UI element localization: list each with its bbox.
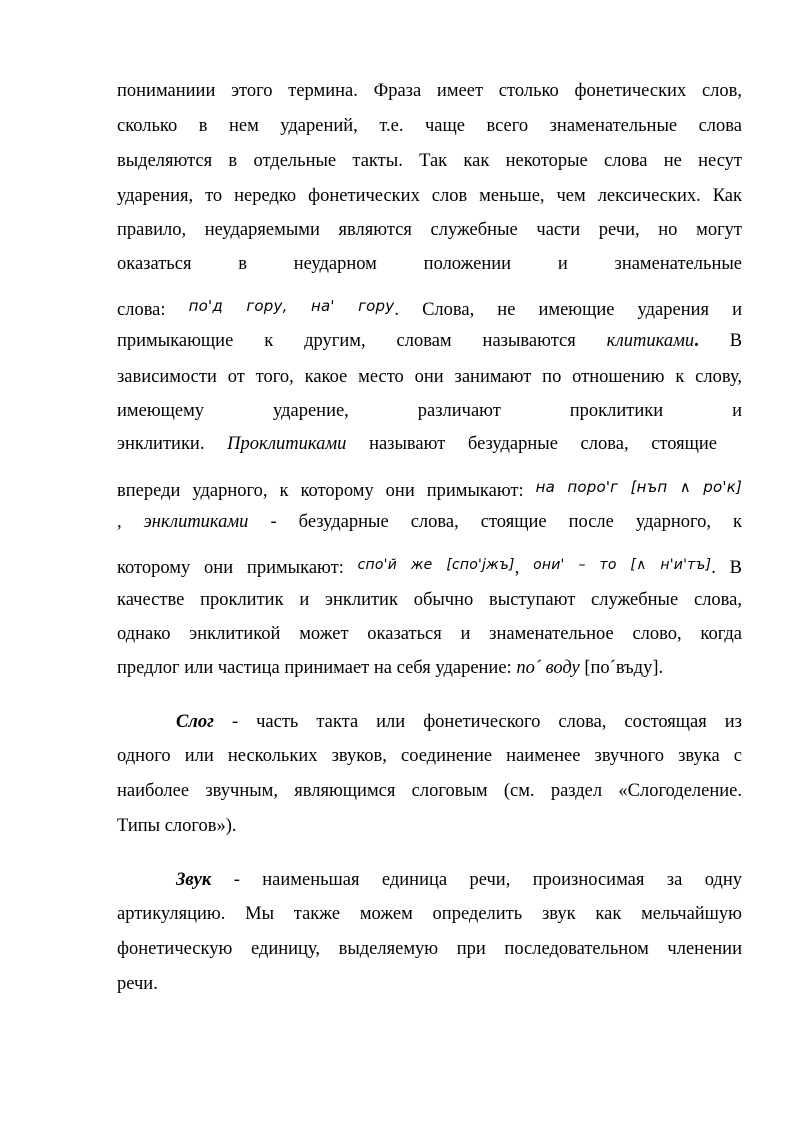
text-line: [117, 813, 742, 839]
text-line: [117, 621, 742, 647]
text-span: впереди ударного, к которому они примыкают:: [117, 481, 524, 501]
text-line: [117, 364, 742, 390]
transcription-text: [по´въду].: [584, 658, 664, 678]
text-line: [117, 587, 742, 613]
transcription-formula: они' – то [∧ н'и'тъ]: [533, 557, 712, 573]
transcription-formula: по'д гору, на' гору: [188, 297, 395, 315]
text-span: . В: [711, 558, 743, 578]
text-line: [117, 901, 742, 927]
text-span: однако энклитикой может оказаться и знаменательное слово, когда: [117, 624, 742, 644]
text-span: ,: [514, 558, 520, 578]
text-line: [117, 78, 742, 104]
text-span: - наименьшая единица речи, произносимая за одну: [233, 870, 742, 890]
example-word: по´ воду: [516, 658, 580, 678]
text-span: которому они примыкают:: [117, 558, 344, 578]
text-line: [117, 217, 742, 243]
text-span: . Слова, не имеющие ударения и: [394, 300, 743, 320]
text-line: [117, 971, 742, 997]
text-span: - безударные слова, стоящие после ударного, к: [270, 512, 742, 532]
text-span: - часть такта или фонетического слова, состоящая из: [231, 712, 742, 732]
term-slog: Слог: [176, 712, 214, 732]
text-span: сколько в нем ударений, т.е. чаще всего знаменательные слова: [117, 116, 742, 136]
text-span: артикуляцию. Мы также можем определить звук как мельчайшую: [117, 904, 742, 924]
text-line: [117, 183, 742, 209]
text-span: выделяются в отдельные такты. Так как некоторые слова не несут: [117, 151, 742, 171]
term-proklitiki: Проклитиками: [227, 434, 347, 454]
term-enklitiki: , энклитиками: [117, 512, 249, 532]
term-klitiki: клитиками: [606, 331, 695, 351]
text-span: фонетическую единицу, выделяемую при последовательном членении: [117, 939, 742, 959]
text-line: [117, 431, 717, 457]
text-line: [117, 552, 742, 578]
text-span: пониманиии этого термина. Фраза имеет столько фонетических слов,: [117, 81, 742, 101]
text-line: [117, 328, 742, 354]
text-span: оказаться в неударном положении и знаменательные: [117, 254, 742, 274]
text-line: [117, 867, 742, 893]
term-zvuk: Звук: [176, 870, 212, 890]
text-span: примыкающие к другим, словам называются: [117, 331, 576, 351]
text-span: имеющему ударение, различают проклитики и: [117, 401, 742, 421]
text-line: [117, 509, 742, 535]
text-line: [117, 251, 742, 277]
text-span: зависимости от того, какое место они занимают по отношению к слову,: [117, 367, 742, 387]
text-span: одного или нескольких звуков, соединение наименее звучного звука с: [117, 746, 742, 766]
text-span: слова:: [117, 300, 166, 320]
text-span: речи.: [117, 974, 158, 994]
text-span: ударения, то нередко фонетических слов меньше, чем лексических. Как: [117, 186, 742, 206]
transcription-formula: на поро'г [нъп ∧ ро'к]: [535, 478, 743, 496]
text-span: В: [729, 331, 743, 351]
text-span: называют безударные слова, стоящие: [369, 434, 718, 454]
text-span: Типы слогов»).: [117, 816, 237, 836]
text-line: [117, 936, 742, 962]
text-line: [117, 148, 742, 174]
text-line: [117, 113, 742, 139]
text-line: [117, 778, 742, 804]
text-span: .: [694, 331, 699, 351]
text-line: [117, 655, 742, 681]
text-span: энклитики.: [117, 434, 205, 454]
transcription-formula: спо'й же [спо'jжъ]: [357, 557, 515, 573]
text-line: [117, 398, 742, 424]
text-span: наиболее звучным, являющимся слоговым (см. раздел «Слогоделение.: [117, 781, 742, 801]
text-span: качестве проклитик и энклитик обычно выступают служебные слова,: [117, 590, 742, 610]
text-line: [117, 743, 742, 769]
text-span: предлог или частица принимает на себя ударение:: [117, 658, 512, 678]
text-span: правило, неударяемыми являются служебные части речи, но могут: [117, 220, 742, 240]
text-line: [117, 709, 742, 735]
text-line: [117, 293, 742, 319]
text-line: [117, 474, 742, 500]
